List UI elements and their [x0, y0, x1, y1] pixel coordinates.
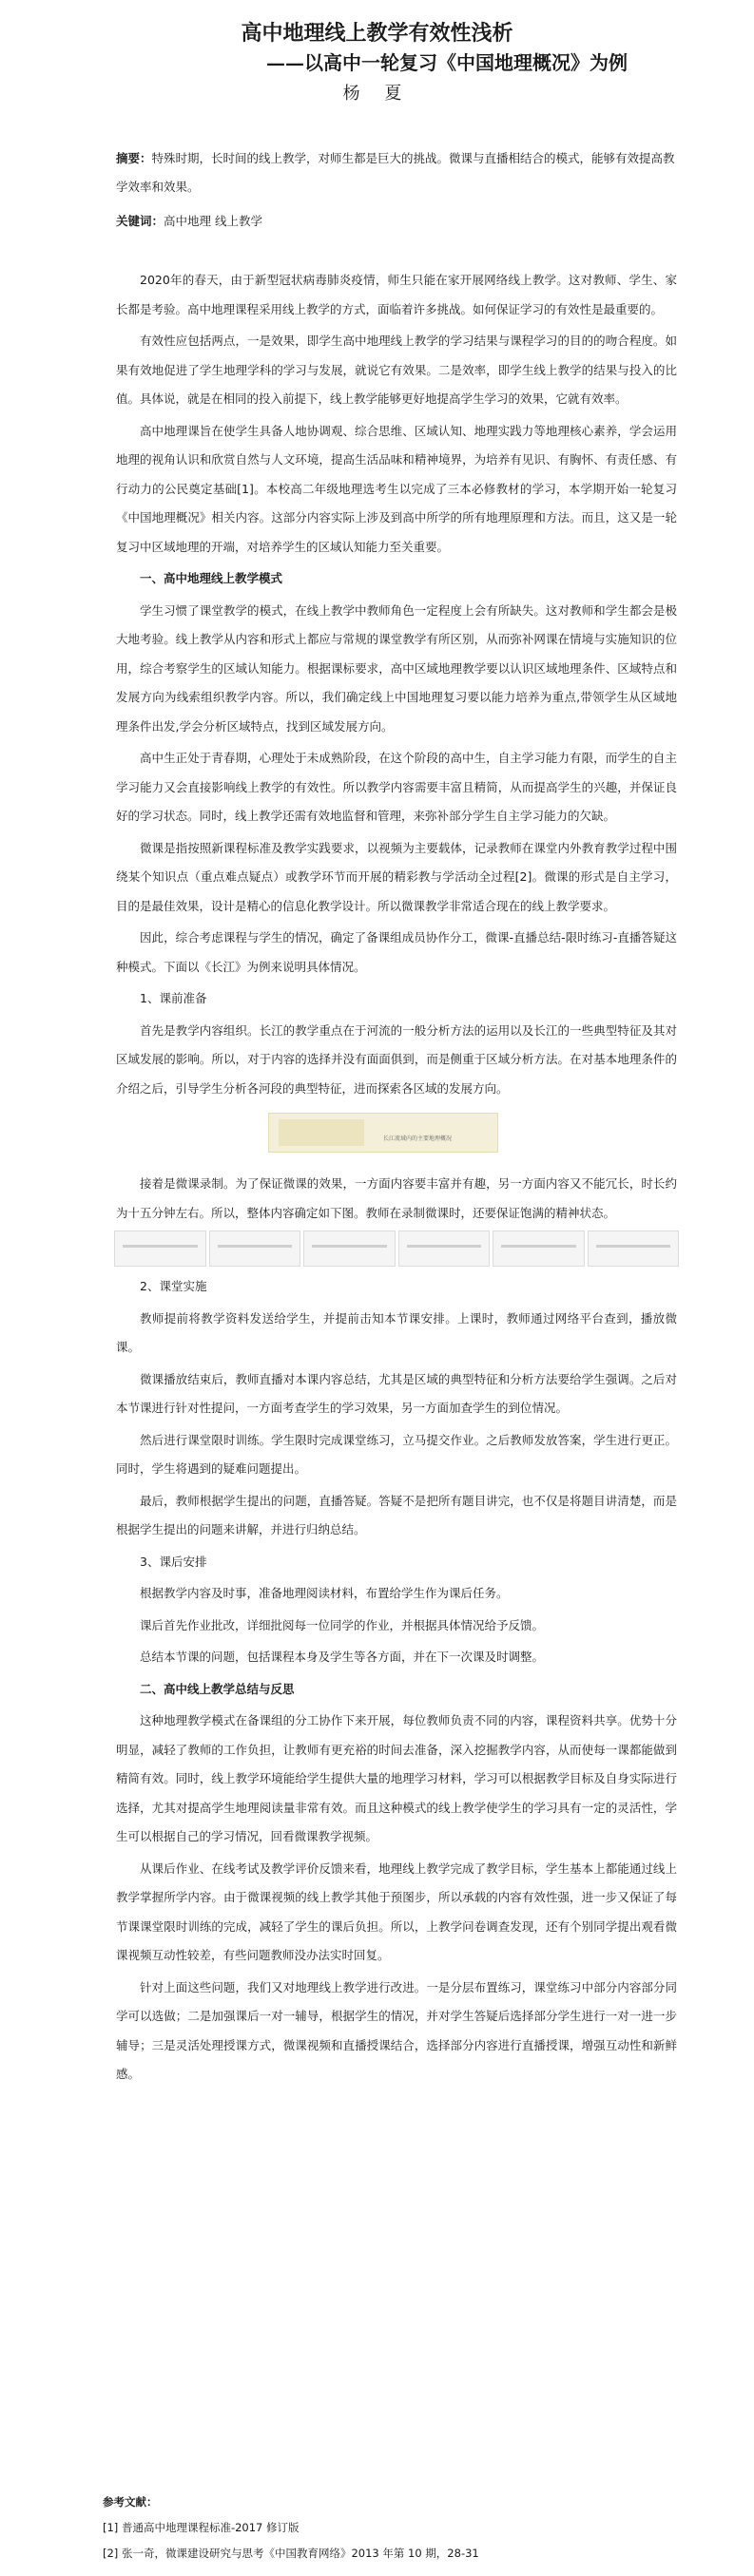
paragraph: 学生习惯了课堂教学的模式，在线上教学中教师角色一定程度上会有所缺失。这对教师和学生都会是极大地考验。线上教学从内容和形式上都应与常规的课堂教学有所区别，从而弥补网课在情境与实施知识的位用，综合考察学生的区域认知能力。根据课标要求，高中区域地理教学要以认识区域地理条件、区域特点和发展方向为线索组织教学内容。所以，我们确定线上中国地理复习要以能力培养为重点,带领学生从区域地理条件出发,学会分析区域特点，找到区域发展方向。	[116, 602, 677, 734]
paragraph: 微课播放结束后，教师直播对本课内容总结，尤其是区域的典型特征和分析方法要给学生强调。之后对本节课进行针对性提问，一方面考查学生的学习效果，另一方面加查学生的到位情况。	[116, 1371, 677, 1415]
paragraph: 高中地理课旨在使学生具备人地协调观、综合思维、区域认知、地理实践力等地理核心素养，学会运用地理的视角认识和欣赏自然与人文环境，提高生活品味和精神境界，为培养有见识、有胸怀、有责任感、有行动力的公民奠定基础[1]。本校高二年级地理选考生以完成了三本必修教材的学习，本学期开始一轮复习《中国地理概况》相关内容。这部分内容实际上涉及到高中所学的所有地理原理和方法。而且，这又是一轮复习中区域地理的开端，对培养学生的区域认知能力至关重要。	[116, 423, 677, 554]
slide-thumbnail	[398, 1231, 491, 1267]
paper-body	[116, 266, 677, 2092]
paragraph: 这种地理教学模式在备课组的分工协作下来开展，每位教师负责不同的内容，课程资料共享。优势十分明显，减轻了教师的工作负担，让教师有更充裕的时间去准备，深入挖掘教学内容，从而使每一课都能做到精简有效。同时，线上教学环境能给学生提供大量的地理学习材料，学习可以根据教学目标及自身实际进行选择，尤其对提高学生地理阅读量非常有效。而且这种模式的线上教学使学生的学习具有一定的灵活性，学生可以根据自己的学习情况，回看微课教学视频。	[116, 1713, 677, 1843]
paragraph: 然后进行课堂限时训练。学生限时完成课堂练习，立马提交作业。之后教师发放答案，学生进行更正。同时，学生将遇到的疑难问题提出。	[116, 1432, 677, 1476]
slide-thumbnail	[588, 1231, 680, 1267]
paragraph: 接着是微课录制。为了保证微课的效果，一方面内容要丰富并有趣，另一方面内容又不能冗长，时长约为十五分钟左右。所以，整体内容确定如下图。教师在录制微课时，还要保证饱满的精神状态。	[116, 1176, 677, 1220]
keywords-label: 关键词：	[116, 214, 164, 228]
slide-thumbnail	[209, 1231, 301, 1267]
abstract	[116, 144, 677, 201]
paragraph: 有效性应包括两点，一是效果，即学生高中地理线上教学的学习结果与课程学习的目的的吻合程度。如果有效地促进了学生地理学科的学习与发展，就说它有效果。二是效率，即学生线上教学的结果与投入的比值。具体说，就是在相同的投入前提下，线上教学能够更好地提高学生学习的效果，它就有效率。	[116, 334, 677, 406]
paragraph: 微课是指按照新课程标准及教学实践要求，以视频为主要载体，记录教师在课堂内外教育教学过程中围绕某个知识点（重点难点疑点）或教学环节而开展的精彩教与学活动全过程[2]。微课的形式是自主学习，目的是最佳效果，设计是精心的信息化教学设计。所以微课教学非常适合现在的线上教学要求。	[116, 840, 677, 913]
reference-item: [1] 普通高中地理课程标准-2017 修订版	[103, 2521, 300, 2534]
subsection-heading: 2、课堂实施	[140, 1279, 207, 1293]
reference-item: [2] 张一奇，微课建设研究与思考《中国教育网络》2013 年第 10 期，28-31	[103, 2547, 479, 2560]
paragraph: 高中生正处于青春期，心理处于未成熟阶段，在这个阶段的高中生，自主学习能力有限，而学生的自主学习能力又会直接影响线上教学的有效性。所以教学内容需要丰富且精简，从而提高学生的兴趣，并保证良好的学习状态。同时，线上教学还需有效地监督和管理，来弥补部分学生自主学习能力的欠缺。	[116, 751, 677, 823]
references	[103, 2490, 692, 2566]
paragraph: 根据教学内容及时事，准备地理阅读材料，布置给学生作为课后任务。	[140, 1586, 509, 1600]
abstract-label: 摘要：	[116, 151, 152, 165]
paper-title: 高中地理线上教学有效性浅析	[241, 21, 513, 46]
figure-caption: 长江流域内的主要地理概况	[383, 1135, 453, 1142]
paragraph: 首先是教学内容组织。长江的教学重点在于河流的一般分析方法的运用以及长江的一些典型特征及其对区域发展的影响。所以，对于内容的选择并没有面面俱到，而是侧重于区域分析方法。在对基本地理条件的介绍之后，引导学生分析各河段的典型特征，进而探索各区域的发展方向。	[116, 1022, 677, 1096]
paragraph: 针对上面这些问题，我们又对地理线上教学进行改进。一是分层布置练习，课堂练习中部分内容部分同学可以选做；二是加强课后一对一辅导，根据学生的情况，并对学生答疑后选择部分学生进行一对一进一步辅导；三是灵活处理授课方式，微课视频和直播授课结合，选择部分内容进行直播授课，增强互动性和新鲜感。	[116, 1979, 677, 2081]
paragraph: 教师提前将教学资料发送给学生，并提前击知本节课安排。上课时，教师通过网络平台查到，播放微课。	[116, 1310, 677, 1354]
subsection-heading: 3、课后安排	[140, 1554, 207, 1569]
paper-subtitle: ——以高中一轮复习《中国地理概况》为例	[266, 51, 628, 74]
keywords	[116, 207, 677, 236]
figure-slide-strip	[114, 1231, 679, 1267]
slide-thumbnail	[303, 1231, 396, 1267]
paragraph: 2020年的春天，由于新型冠状病毒肺炎疫情，师生只能在家开展网络线上教学。这对教师、学生、家长都是考验。高中地理课程采用线上教学的方式，面临着许多挑战。如何保证学习的有效性是最重要的。	[116, 273, 677, 316]
paragraph: 因此，综合考虑课程与学生的情况，确定了备课组成员协作分工，微课-直播总结-限时练习-直播答疑这种模式。下面以《长江》为例来说明具体情况。	[116, 930, 677, 974]
paragraph: 总结本节课的问题，包括课程本身及学生等各方面，并在下一次课及时调整。	[140, 1650, 545, 1664]
slide-thumbnail	[114, 1231, 206, 1267]
paragraph: 最后，教师根据学生提出的问题，直播答疑。答疑不是把所有题目讲完，也不仅是将题目讲清楚，而是根据学生提出的问题来讲解，并进行归纳总结。	[116, 1493, 677, 1536]
figure-block	[279, 1119, 364, 1146]
abstract-text: 特殊时期，长时间的线上教学，对师生都是巨大的挑战。微课与直播相结合的模式，能够有效提高教学效率和效果。	[116, 151, 675, 194]
paragraph: 从课后作业、在线考试及教学评价反馈来看，地理线上教学完成了教学目标，学生基本上都能通过线上教学掌握所学内容。由于微课视频的线上教学其他于预图步，所以承载的内容有效性强，进一步又保证了每节课课堂限时训练的完成，减轻了学生的课后负担。所以，上教学问卷调查发现，还有个别同学提出观看微课视频互动性较差，有些问题教师没办法实时回复。	[116, 1860, 677, 1962]
section-heading: 一、高中地理线上教学模式	[140, 571, 283, 585]
slide-thumbnail	[493, 1231, 585, 1267]
paragraph: 课后首先作业批改，详细批阅每一位同学的作业，并根据具体情况给予反馈。	[140, 1617, 545, 1632]
references-title: 参考文献：	[103, 2495, 158, 2509]
section-heading: 二、高中线上教学总结与反思	[140, 1681, 295, 1696]
author-name: 杨 夏	[342, 84, 412, 104]
keywords-text: 高中地理 线上教学	[164, 214, 262, 228]
subsection-heading: 1、课前准备	[140, 991, 207, 1005]
figure-mindmap-thumbnail	[268, 1113, 498, 1153]
